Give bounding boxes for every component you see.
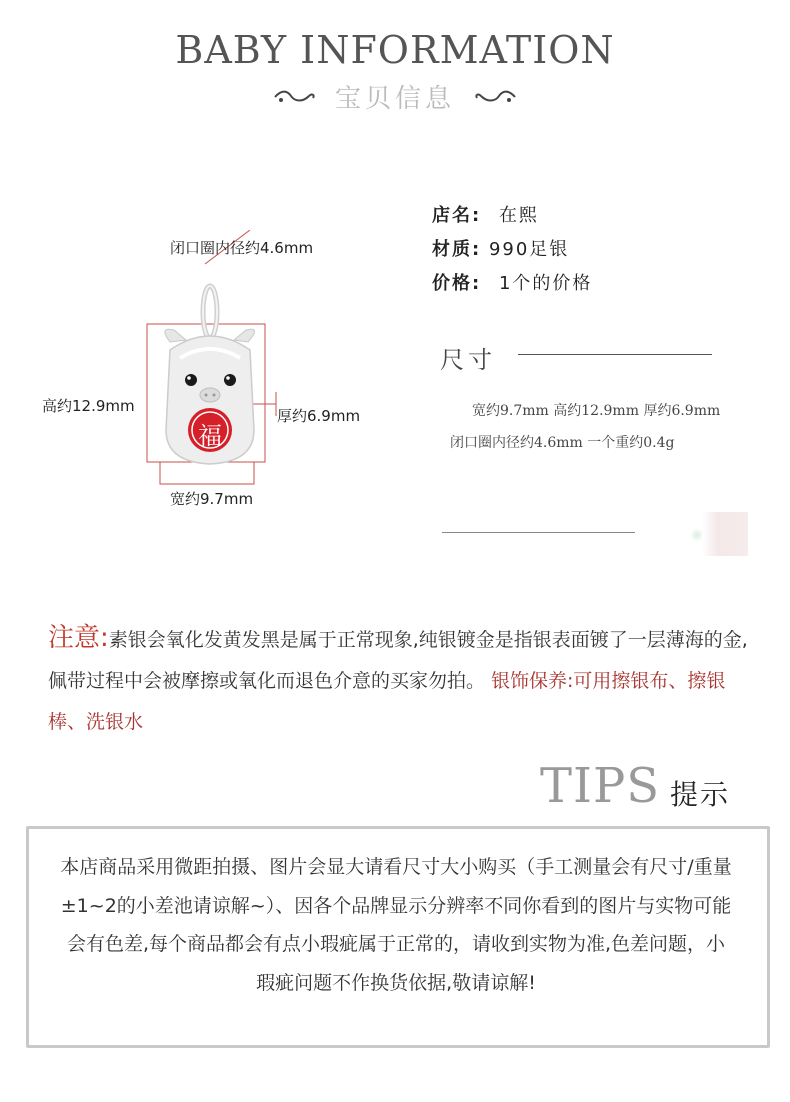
page-title: BABY INFORMATION [175,28,615,72]
material-value: 990足银 [488,239,570,260]
tips-text: 本店商品采用微距拍摄、图片会显大请看尺寸大小购买（手工测量会有尺寸/重量±1~2的小差池请谅解~）、因各个品牌显示分辨率不同你看到的图片与实物可能会有色差,每个商品都会有点小瑕疵属于正常的，请收到实物为准,色差问题，小瑕疵问题不作换货依据,敬请谅解! [60,856,732,994]
ring-diameter-label: 闭口圈内径约4.6mm [170,239,314,257]
product-illustration [40,230,380,520]
decorative-swatch [702,512,748,556]
charm-drawing [40,230,380,520]
size-bottom-divider [442,532,635,533]
height-label: 高约12.9mm [42,397,135,415]
price-row [432,269,592,295]
size-description: 宽约9.7mm 高约12.9mm 厚约6.9mm 闭口圈内径约4.6mm 一个重约0.4g [450,403,721,451]
right-swirl-ornament-icon [473,88,517,106]
price-label: 价格: [432,273,482,294]
material-row [432,235,569,261]
care-text: 银饰保养:可用擦银布、擦银棒、洗银水 [48,670,726,733]
note-label: 注意: [48,623,109,653]
material-label: 材质: [432,239,482,260]
thickness-label: 厚约6.9mm [277,407,361,425]
left-swirl-ornament-icon [273,88,317,106]
note-text: 素银会氧化发黄发黑是属于正常现象,纯银镀金是指银表面镀了一层薄海的金,佩带过程中会被摩擦或氧化而退色介意的买家勿拍。 [48,629,748,692]
store-label: 店名: [432,205,482,226]
tips-title-cn: 提示 [670,778,731,811]
width-label: 宽约9.7mm [170,490,254,508]
store-value: 在熙 [498,205,539,226]
tips-title-en: TIPS [540,758,661,814]
size-title: 尺寸 [440,346,496,374]
charm-fu-character: 福 [198,422,222,450]
store-row [432,201,539,227]
size-divider [518,354,712,355]
page-subtitle: 宝贝信息 [334,84,455,114]
subtitle-row [0,78,790,115]
price-value: 1个的价格 [498,273,593,294]
care-note [48,618,760,743]
